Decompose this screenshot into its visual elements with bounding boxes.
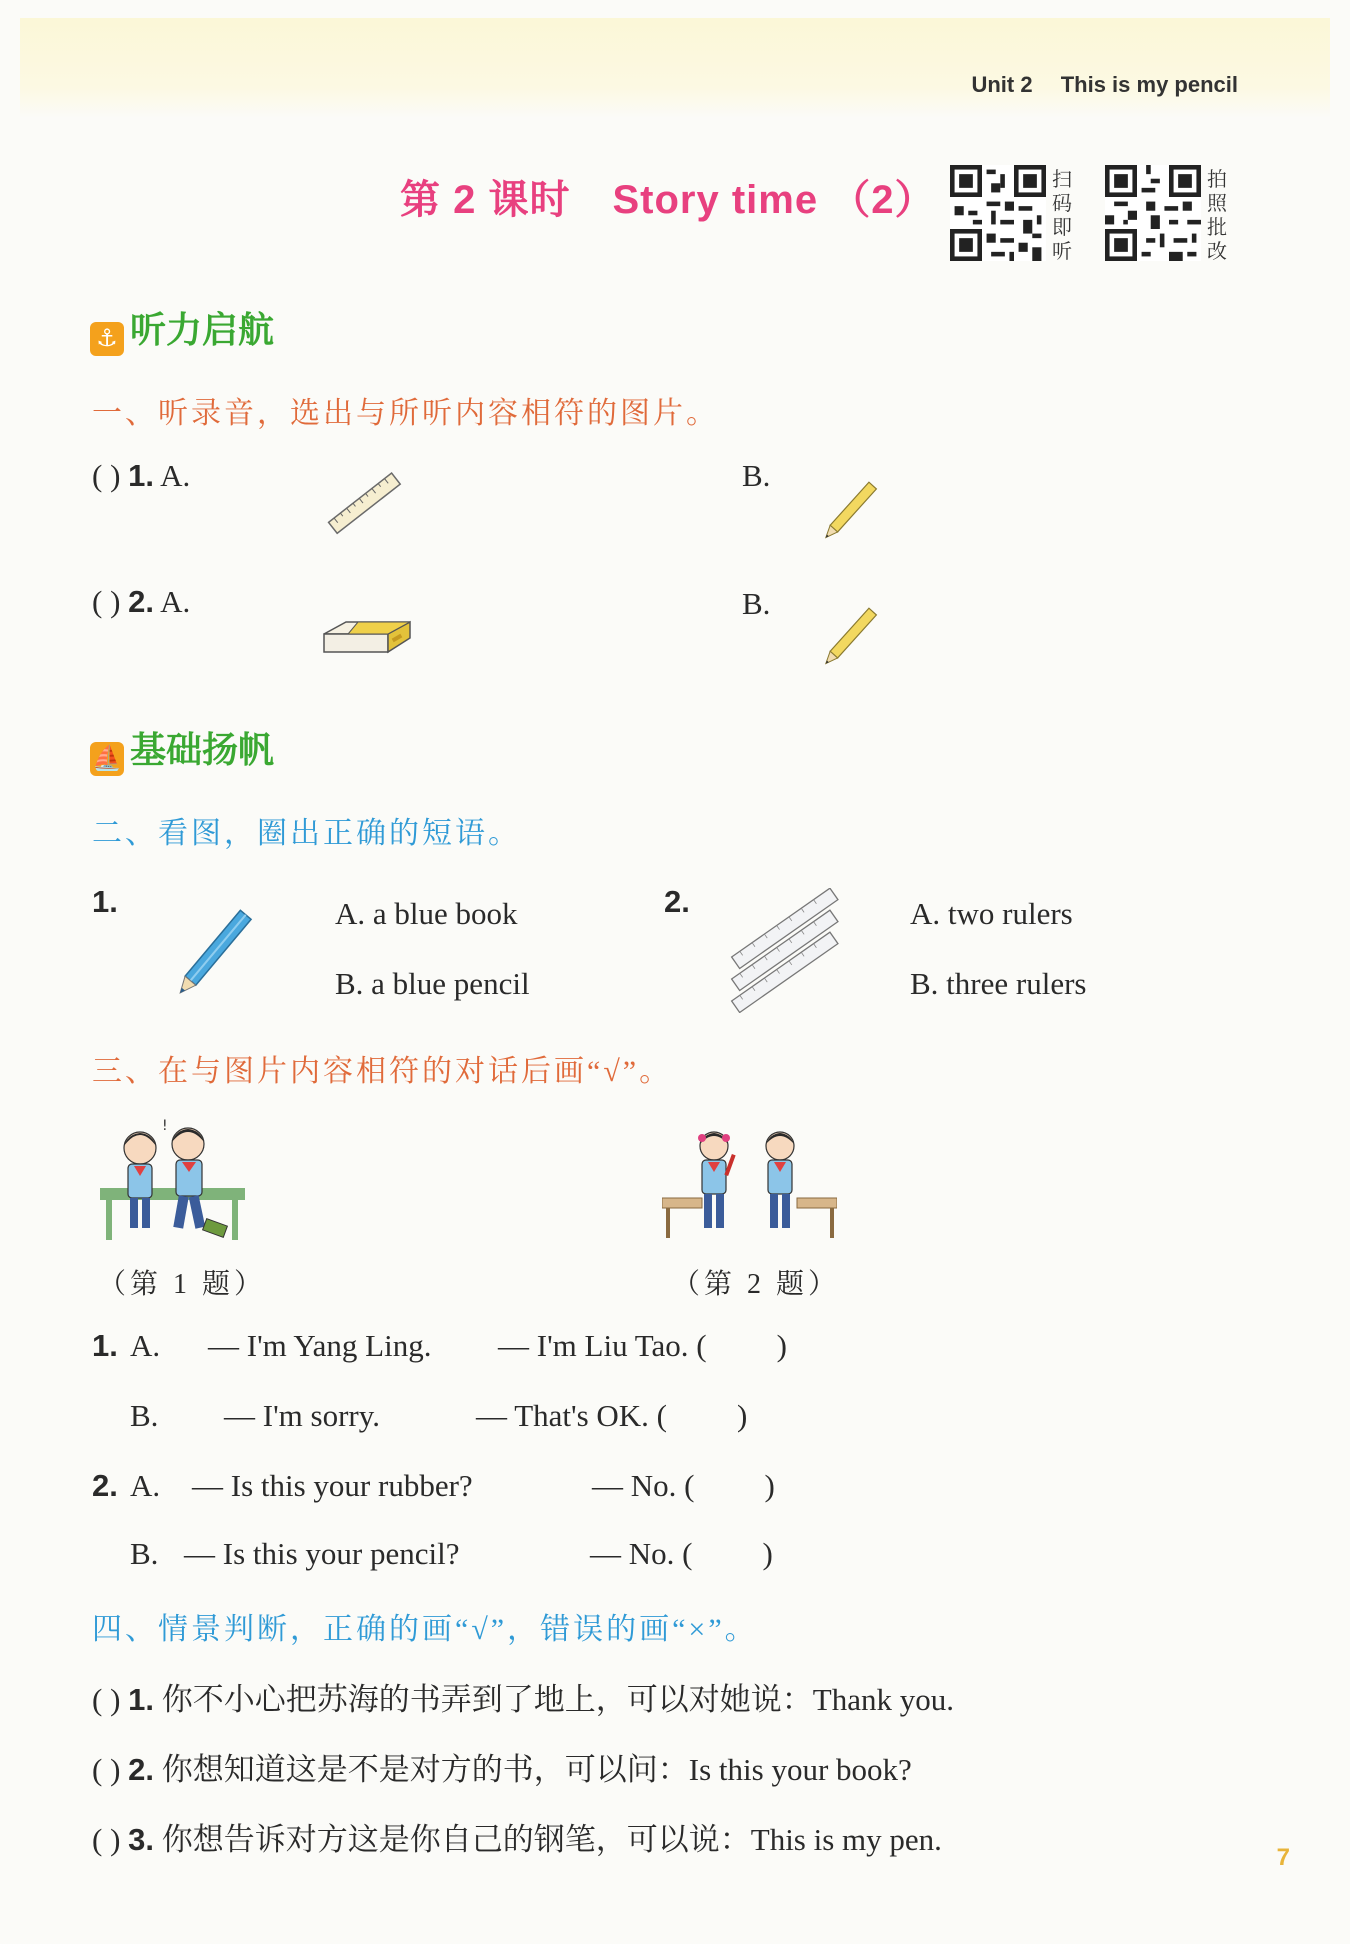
item-number: 2. [92,1468,118,1503]
q3-line-1 [92,1328,787,1364]
q1-item-2-b: B. [742,586,771,621]
qr-code-icon[interactable] [1105,165,1201,261]
q2-item-1-number: 1. [92,884,118,919]
option-a-label: A. [160,458,191,493]
dialog-line-1: — Is this your rubber? [192,1468,473,1503]
q1-item-1-b: B. [742,458,771,493]
close-paren: ) [737,1398,748,1433]
q3-line-3 [92,1468,775,1504]
option-a-label: A. [160,584,191,619]
header-band [20,18,1330,118]
q4-item-1 [92,1674,954,1719]
option-label: B. [130,1536,159,1571]
rulers-icon [715,888,860,1013]
dialog-line-2: — That's OK. ( [476,1398,667,1433]
q1-item-2 [92,584,190,620]
q2-item-2-option-a[interactable]: A. two rulers [910,896,1073,931]
qr-code-icon[interactable] [950,165,1046,261]
option-label: B. [130,1398,159,1433]
blue-pencil-icon [160,898,270,1008]
dialog-line-2: — No. ( [592,1468,695,1503]
close-paren: ) [762,1536,773,1571]
ruler-icon [320,462,410,547]
item-text: 你不小心把苏海的书弄到了地上，可以对她说：Thank you. [161,1682,954,1717]
option-label: A. [130,1328,161,1363]
item-text: 你想告诉对方这是你自己的钢笔，可以说：This is my pen. [161,1822,942,1857]
item-number: 2. [128,584,155,619]
q2-title: 二、看图，圈出正确的短语。 [92,817,521,850]
section-listening [90,302,274,356]
close-paren: ) [776,1328,787,1363]
item-number: 1. [128,458,155,493]
q2-item-1-option-a[interactable]: A. a blue book [335,896,518,931]
lesson-name: Story time （2） [612,178,936,222]
close-paren: ) [764,1468,775,1503]
option-label: A. [130,1468,161,1503]
item-number: 1. [128,1682,155,1717]
unit-title: This is my pencil [1060,72,1238,97]
item-number: 2. [128,1752,155,1787]
dialog-line-2: — I'm Liu Tao. ( [498,1328,707,1363]
lesson-title [400,168,935,225]
q1-title: 一、听录音，选出与所听内容相符的图片。 [92,397,719,430]
answer-blank[interactable]: ( ) [92,1682,121,1717]
item-text: 你想知道这是不是对方的书，可以问：Is this your book? [161,1752,912,1787]
pencil-icon [812,596,892,676]
section-basics [90,722,274,776]
q3-title: 三、在与图片内容相符的对话后画“√”。 [92,1055,673,1088]
unit-label: Unit 2 [971,72,1033,97]
dialog-line-1: — I'm sorry. [224,1398,380,1433]
section-listening-title: 听力启航 [130,309,275,350]
answer-blank[interactable]: ( ) [92,1752,121,1787]
dialog-line-1: — I'm Yang Ling. [208,1328,432,1363]
q3-caption-1: （第 1 题） [98,1269,267,1300]
anchor-icon: ⚓ [90,322,124,356]
qr-label-listen: 扫码即听 [1052,169,1072,263]
item-number: 1. [92,1328,118,1363]
dialog-line-2: — No. ( [590,1536,693,1571]
q1-item-1 [92,458,190,494]
running-header [949,72,1238,98]
rubber-icon [318,608,414,664]
sailboat-icon: ⛵ [90,742,124,776]
dialog-line-1: — Is this your pencil? [184,1536,460,1571]
lesson-label: 第 2 课时 [400,178,571,222]
qr-label-grade: 拍照批改 [1207,169,1227,263]
page-number: 7 [1276,1844,1290,1871]
answer-blank[interactable]: ( ) [92,458,121,493]
item-number: 3. [128,1822,155,1857]
answer-blank[interactable]: ( ) [92,1822,121,1857]
q3-picture-2 [662,1124,837,1244]
answer-blank[interactable]: ( ) [92,584,121,619]
q4-title: 四、情景判断，正确的画“√”，错误的画“×”。 [92,1613,758,1646]
q2-item-1-option-b[interactable]: B. a blue pencil [335,966,530,1001]
q2-item-2-number: 2. [664,884,690,919]
q3-picture-1 [100,1118,245,1250]
q3-caption-2: （第 2 题） [672,1269,841,1300]
q2-item-2-option-b[interactable]: B. three rulers [910,966,1087,1001]
q4-item-3 [92,1814,942,1859]
q4-item-2 [92,1744,912,1789]
section-basics-title: 基础扬帆 [130,729,275,770]
q3-line-2 [92,1398,747,1434]
svg-text:!: ! [162,1118,168,1134]
pencil-icon [812,470,892,550]
q3-line-4 [92,1536,773,1572]
